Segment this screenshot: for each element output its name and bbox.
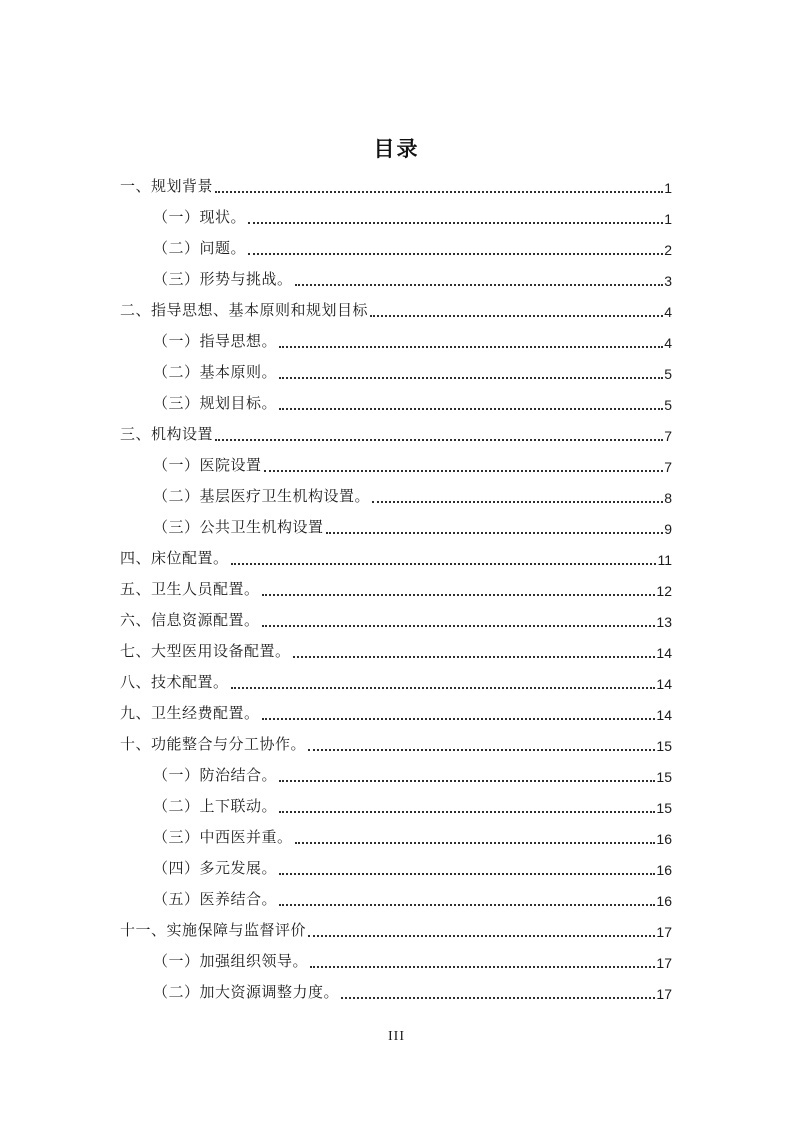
- toc-entry-page-number: 14: [656, 645, 672, 661]
- toc-dotted-leader: [279, 780, 655, 782]
- toc-dotted-leader: [279, 408, 663, 410]
- toc-entry[interactable]: [120, 513, 672, 544]
- toc-dotted-leader: [231, 563, 657, 565]
- table-of-contents: [120, 172, 672, 1009]
- toc-entry[interactable]: [120, 420, 672, 451]
- toc-entry[interactable]: [120, 358, 672, 389]
- toc-dotted-leader: [215, 439, 663, 441]
- toc-dotted-leader: [370, 315, 663, 317]
- toc-dotted-leader: [279, 377, 663, 379]
- toc-dotted-leader: [262, 718, 656, 720]
- toc-dotted-leader: [215, 191, 663, 193]
- toc-entry[interactable]: [120, 699, 672, 730]
- toc-entry-label: （二）基本原则。: [153, 365, 278, 381]
- toc-entry[interactable]: [120, 761, 672, 792]
- toc-entry-label: （三）形势与挑战。: [153, 272, 293, 288]
- toc-entry-label: （二）加大资源调整力度。: [153, 985, 340, 1001]
- toc-dotted-leader: [295, 284, 664, 286]
- toc-entry-label: 十、功能整合与分工协作。: [120, 737, 307, 753]
- toc-dotted-leader: [231, 687, 656, 689]
- toc-entry-page-number: 15: [656, 800, 672, 816]
- toc-entry[interactable]: [120, 637, 672, 668]
- toc-entry-page-number: 16: [656, 862, 672, 878]
- toc-dotted-leader: [262, 594, 656, 596]
- toc-entry[interactable]: [120, 327, 672, 358]
- toc-entry[interactable]: [120, 172, 672, 203]
- toc-entry-label: （一）现状。: [153, 210, 247, 226]
- toc-entry[interactable]: [120, 823, 672, 854]
- toc-entry-label: 七、大型医用设备配置。: [120, 644, 291, 660]
- toc-entry-page-number: 17: [656, 924, 672, 940]
- toc-entry-label: 六、信息资源配置。: [120, 613, 260, 629]
- toc-entry-page-number: 8: [664, 490, 672, 506]
- toc-entry-page-number: 9: [664, 521, 672, 537]
- toc-entry-label: （五）医养结合。: [153, 892, 278, 908]
- toc-entry[interactable]: [120, 916, 672, 947]
- toc-entry[interactable]: [120, 265, 672, 296]
- toc-entry[interactable]: [120, 482, 672, 513]
- toc-entry-label: （一）加强组织领导。: [153, 954, 309, 970]
- toc-entry-label: （四）多元发展。: [153, 861, 278, 877]
- toc-entry-page-number: 15: [656, 769, 672, 785]
- toc-entry[interactable]: [120, 668, 672, 699]
- toc-dotted-leader: [293, 656, 656, 658]
- toc-dotted-leader: [279, 346, 663, 348]
- toc-entry-page-number: 7: [664, 459, 672, 475]
- toc-entry[interactable]: [120, 203, 672, 234]
- toc-entry-label: （三）公共卫生机构设置: [153, 520, 324, 536]
- toc-dotted-leader: [279, 811, 655, 813]
- toc-entry-label: 八、技术配置。: [120, 675, 229, 691]
- toc-entry-page-number: 11: [657, 552, 672, 568]
- toc-dotted-leader: [308, 749, 655, 751]
- toc-entry-label: 一、规划背景: [120, 179, 214, 195]
- toc-dotted-leader: [308, 935, 655, 937]
- toc-entry-page-number: 15: [656, 738, 672, 754]
- toc-entry-label: （二）问题。: [153, 241, 247, 257]
- toc-entry[interactable]: [120, 389, 672, 420]
- toc-entry[interactable]: [120, 854, 672, 885]
- toc-entry[interactable]: [120, 544, 672, 575]
- toc-entry[interactable]: [120, 575, 672, 606]
- toc-entry-label: 五、卫生人员配置。: [120, 582, 260, 598]
- toc-entry[interactable]: [120, 730, 672, 761]
- toc-entry[interactable]: [120, 885, 672, 916]
- toc-entry-page-number: 1: [664, 180, 672, 196]
- toc-entry-label: 四、床位配置。: [120, 551, 229, 567]
- toc-entry-page-number: 14: [656, 676, 672, 692]
- toc-dotted-leader: [295, 842, 656, 844]
- toc-entry-page-number: 5: [664, 366, 672, 382]
- toc-entry[interactable]: [120, 606, 672, 637]
- toc-entry-page-number: 17: [656, 986, 672, 1002]
- toc-entry[interactable]: [120, 792, 672, 823]
- toc-entry[interactable]: [120, 451, 672, 482]
- toc-dotted-leader: [326, 532, 664, 534]
- toc-entry[interactable]: [120, 947, 672, 978]
- toc-entry-page-number: 16: [656, 893, 672, 909]
- toc-dotted-leader: [248, 253, 663, 255]
- toc-entry-page-number: 14: [656, 707, 672, 723]
- toc-entry-page-number: 4: [664, 304, 672, 320]
- toc-entry-page-number: 7: [664, 428, 672, 444]
- toc-entry-page-number: 5: [664, 397, 672, 413]
- toc-entry-label: （二）基层医疗卫生机构设置。: [153, 489, 371, 505]
- toc-dotted-leader: [279, 873, 655, 875]
- toc-entry-page-number: 13: [656, 614, 672, 630]
- toc-dotted-leader: [341, 997, 655, 999]
- toc-entry-label: （一）指导思想。: [153, 334, 278, 350]
- toc-entry-label: 九、卫生经费配置。: [120, 706, 260, 722]
- toc-entry-label: 十一、实施保障与监督评价: [120, 923, 307, 939]
- toc-entry-page-number: 16: [656, 831, 672, 847]
- toc-dotted-leader: [262, 625, 656, 627]
- toc-entry-label: 三、机构设置: [120, 427, 214, 443]
- toc-entry[interactable]: [120, 234, 672, 265]
- toc-dotted-leader: [264, 470, 664, 472]
- toc-dotted-leader: [310, 966, 655, 968]
- footer-page-number: III: [388, 1029, 405, 1044]
- toc-entry-page-number: 2: [664, 242, 672, 258]
- toc-entry[interactable]: [120, 296, 672, 327]
- toc-entry-label: （三）中西医并重。: [153, 830, 293, 846]
- toc-entry-label: （二）上下联动。: [153, 799, 278, 815]
- toc-dotted-leader: [279, 904, 655, 906]
- toc-entry-label: （一）防治结合。: [153, 768, 278, 784]
- toc-dotted-leader: [248, 222, 663, 224]
- toc-entry-page-number: 3: [664, 273, 672, 289]
- toc-entry-page-number: 17: [656, 955, 672, 971]
- toc-entry-label: 二、指导思想、基本原则和规划目标: [120, 303, 369, 319]
- toc-entry-label: （一）医院设置: [153, 458, 262, 474]
- toc-entry-page-number: 4: [664, 335, 672, 351]
- toc-entry-page-number: 12: [656, 583, 672, 599]
- page-title: 目录: [373, 137, 420, 161]
- toc-dotted-leader: [372, 501, 663, 503]
- toc-entry[interactable]: [120, 978, 672, 1009]
- toc-entry-label: （三）规划目标。: [153, 396, 278, 412]
- toc-entry-page-number: 1: [664, 211, 672, 227]
